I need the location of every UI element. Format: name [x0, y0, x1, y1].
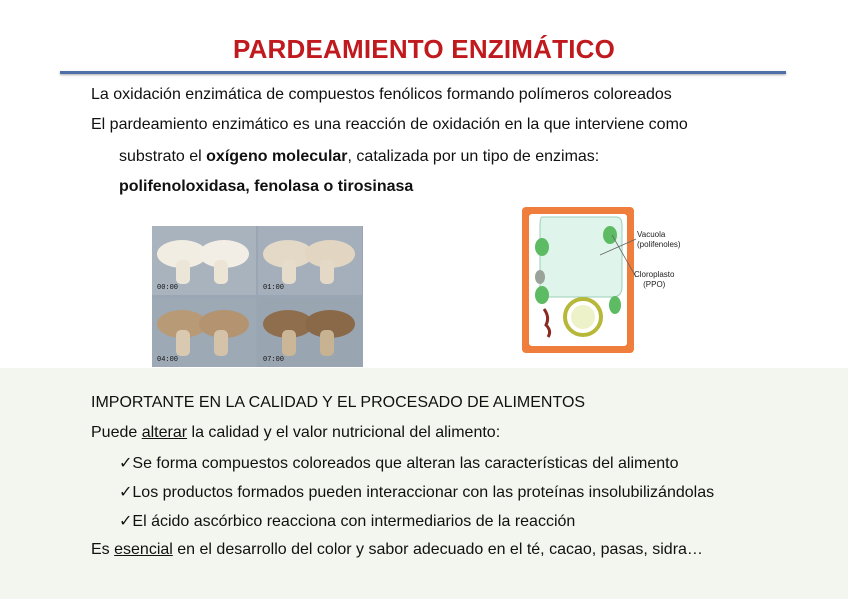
last-line-post: en el desarrollo del color y sabor adecuado en el té, cacao, pasas, sidra… — [172, 541, 703, 558]
cloroplasto-label — [634, 270, 674, 290]
alterar-underlined: alterar — [141, 424, 188, 441]
esencial-underlined: esencial — [114, 541, 173, 558]
oxygen-bold: oxígeno molecular — [206, 148, 348, 165]
bullet-1: ✓Se forma compuestos coloreados que alteran las características del alimento — [119, 455, 679, 472]
mushroom-browning-photo — [152, 226, 363, 367]
title-underline — [60, 71, 786, 74]
enzymes-bold: polifenoloxidasa, fenolasa o tirosinasa — [119, 178, 414, 195]
importance-line-2-post: la calidad y el valor nutricional del alimento: — [187, 424, 501, 441]
importance-line-2-pre: Puede — [91, 424, 142, 441]
intro-line-3 — [119, 148, 599, 166]
intro-line-3-pre: substrato el — [119, 148, 207, 165]
intro-line-3-post: , catalizada por un tipo de enzimas: — [347, 148, 600, 165]
mushroom-panel-3 — [152, 298, 256, 367]
slide-title: PARDEAMIENTO ENZIMÁTICO — [232, 34, 616, 64]
plant-cell-diagram — [520, 205, 640, 357]
bullet-3: ✓El ácido ascórbico reacciona con intermediarios de la reacción — [119, 513, 576, 530]
timestamp-1: 00:00 — [157, 284, 179, 292]
importance-heading: IMPORTANTE EN LA CALIDAD Y EL PROCESADO DE ALIMENTOS — [91, 394, 586, 411]
vacuola-label-line-2: (polifenoles) — [637, 240, 681, 249]
timestamp-4: 07:00 — [263, 356, 285, 364]
timestamp-3: 04:00 — [157, 356, 179, 364]
cloroplasto-label-line-2: (PPO) — [643, 280, 666, 289]
mushroom-panel-2 — [258, 226, 362, 295]
importance-last-line — [91, 541, 703, 559]
bullet-2: ✓Los productos formados pueden interaccionar con las proteínas insolubilizándolas — [119, 484, 715, 501]
vacuola-label-line-1: Vacuola — [637, 230, 666, 239]
intro-line-1: La oxidación enzimática de compuestos fenólicos formando polímeros coloreados — [91, 86, 672, 103]
mushroom-panel-4 — [258, 298, 362, 367]
intro-line-4 — [119, 178, 413, 196]
cloroplasto-label-line-1: Cloroplasto — [634, 270, 675, 279]
importance-line-2 — [91, 424, 500, 442]
intro-line-2: El pardeamiento enzimático es una reacción de oxidación en la que interviene como — [91, 116, 688, 133]
timestamp-2: 01:00 — [263, 284, 285, 292]
mushroom-panel-1 — [152, 226, 256, 295]
vacuola-label — [637, 230, 681, 250]
last-line-pre: Es — [91, 541, 115, 558]
